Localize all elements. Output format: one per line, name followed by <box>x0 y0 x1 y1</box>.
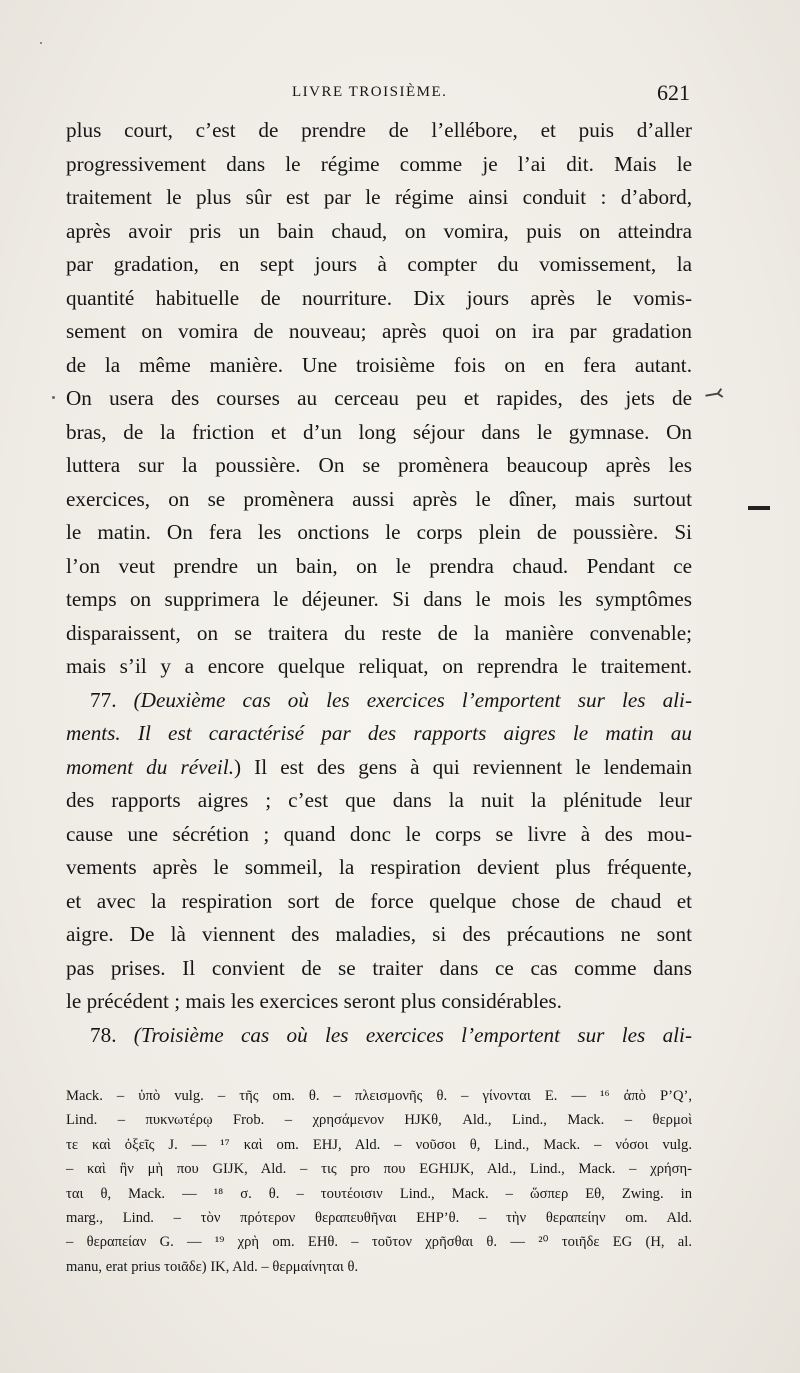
body-line: traitement le plus sûr est par le régime ainsi conduit : d’abord, <box>66 185 692 209</box>
body-line: disparaissent, on se traitera du reste de la manière convenable; <box>66 620 692 645</box>
body-line: cause une sécrétion ; quand donc le corps se livre à des mou- <box>66 821 692 846</box>
paper-speck <box>40 42 42 44</box>
section-number: 78. <box>90 1022 117 1047</box>
running-title: LIVRE TROISIÈME. <box>292 84 448 100</box>
body-line: plus court, c’est de prendre de l’ellébore, et puis d’aller <box>66 118 692 142</box>
section-heading-text: moment du réveil. <box>66 754 235 779</box>
margin-dot <box>52 396 55 399</box>
section-77-heading-line <box>66 751 692 785</box>
body-line: temps on supprimera le déjeuner. Si dans le mois les symptômes <box>66 587 692 611</box>
footnote-line: marg., Lind. – τὸν πρότερον θεραπευθῆναι EHP’θ. – τὴν θεραπείην om. Ald. <box>66 1210 692 1227</box>
section-77-heading-line: ments. Il est caractérisé par des rapports aigres le matin au <box>66 721 692 745</box>
body-line: vements après le sommeil, la respiration devient plus fréquente, <box>66 855 692 879</box>
footnote-line: Lind. – πυκνωτέρῳ Frob. – χρησάμενον HJKθ, Ald., Lind., Mack. – θερμοὶ <box>66 1112 692 1129</box>
body-line: des rapports aigres ; c’est que dans la nuit la plénitude leur <box>66 788 692 812</box>
page-number: 621 <box>657 80 690 105</box>
footnote-line: ται θ, Mack. — ¹⁸ σ. θ. – τουτέοισιν Lind., Mack. – ὥσπερ Eθ, Zwing. in <box>66 1185 692 1202</box>
footnote-line: manu, erat prius τοιᾶδε) IK, Ald. – θερμαίνηται θ. <box>66 1258 359 1275</box>
body-line: après avoir pris un bain chaud, on vomira, puis on atteindra <box>66 218 692 243</box>
section-78-heading <box>66 1019 692 1053</box>
body-line: sement on vomira de nouveau; après quoi on ira par gradation <box>66 319 692 343</box>
body-line: bras, de la friction et d’un long séjour dans le gymnase. On <box>66 419 692 444</box>
body-line: de la même manière. Une troisième fois on en fera autant. <box>66 352 692 377</box>
body-line: exercices, on se promènera aussi après le dîner, mais surtout <box>66 486 692 511</box>
body-line: quantité habituelle de nourriture. Dix jours après le vomis- <box>66 285 692 310</box>
body-line: luttera sur la poussière. On se promènera beaucoup après les <box>66 453 692 477</box>
body-line: progressivement dans le régime comme je l’ai dit. Mais le <box>66 151 692 176</box>
margin-dash-mark <box>748 506 770 510</box>
section-heading-text: (Troisième cas où les exercices l’emportent sur les ali- <box>133 1022 692 1047</box>
footnote-line: – θεραπείαν G. — ¹⁹ χρὴ om. EHθ. – τοῦτον χρῆσθαι θ. — ²⁰ τοιῆδε EG (H, al. <box>66 1234 692 1251</box>
footnotes <box>66 1084 692 1279</box>
page-header <box>66 80 696 110</box>
body-text: ) Il est des gens à qui reviennent le lendemain <box>234 754 693 779</box>
body-line: et avec la respiration sort de force quelque chose de chaud et <box>66 888 692 913</box>
body-line: le matin. On fera les onctions le corps plein de poussière. Si <box>66 520 692 544</box>
body-line: aigre. De là viennent des maladies, si des précautions ne sont <box>66 922 692 946</box>
main-text <box>66 114 692 1052</box>
body-line: par gradation, en sept jours à compter du vomissement, la <box>66 252 692 276</box>
margin-pencil-mark: ⤙ <box>701 378 727 410</box>
section-77-heading <box>66 684 692 718</box>
footnote-line: Mack. – ὑπὸ vulg. – τῆς om. θ. – πλεισμονῆς θ. – γίνονται E. — ¹⁶ ἀπὸ P’Q’, <box>66 1088 692 1104</box>
body-line: le précédent ; mais les exercices seront plus considérables. <box>66 989 562 1013</box>
body-line: mais s’il y a encore quelque reliquat, on reprendra le traitement. <box>66 654 692 678</box>
body-line: On usera des courses au cerceau peu et rapides, des jets de <box>66 386 692 410</box>
body-line: pas prises. Il convient de se traiter dans ce cas comme dans <box>66 955 692 980</box>
body-line: l’on veut prendre un bain, on le prendra chaud. Pendant ce <box>66 553 692 578</box>
section-heading-text: (Deuxième cas où les exercices l’emportent sur les ali- <box>133 687 693 712</box>
footnote-line: – καὶ ἢν μὴ που GIJK, Ald. – τις pro που EGHIJK, Ald., Lind., Mack. – χρήση- <box>66 1161 692 1178</box>
section-number: 77. <box>90 687 117 712</box>
footnote-line: τε καὶ ὀξεῖς J. — ¹⁷ καὶ om. EHJ, Ald. – νοῦσοι θ, Lind., Mack. – νόσοι vulg. <box>66 1136 692 1153</box>
